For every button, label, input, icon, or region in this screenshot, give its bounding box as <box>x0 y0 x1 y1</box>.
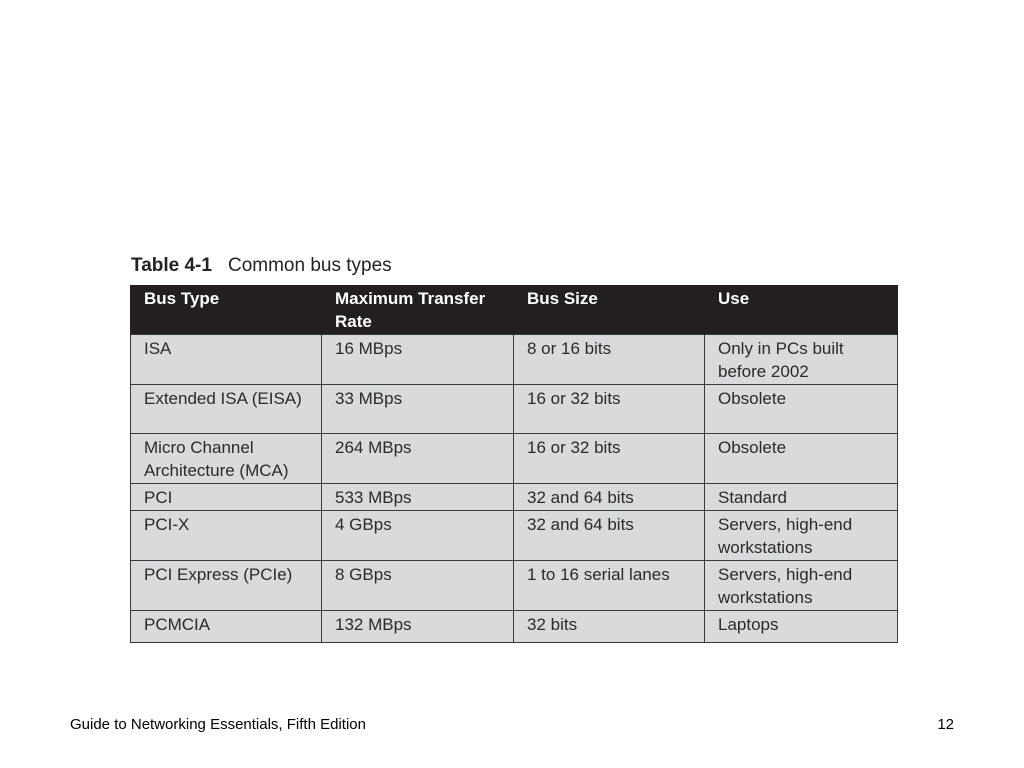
cell-bus-size: 1 to 16 serial lanes <box>514 561 705 611</box>
cell-bus-type: Extended ISA (EISA) <box>131 385 322 434</box>
cell-bus-type: ISA <box>131 335 322 385</box>
cell-use: Only in PCs built before 2002 <box>705 335 898 385</box>
footer-page-number: 12 <box>937 716 954 733</box>
cell-bus-type: Micro Channel Architecture (MCA) <box>131 434 322 484</box>
cell-bus-size: 16 or 32 bits <box>514 434 705 484</box>
table-row <box>131 335 898 385</box>
column-header-use: Use <box>705 285 898 335</box>
cell-transfer-rate: 4 GBps <box>322 511 514 561</box>
cell-bus-type: PCI <box>131 484 322 511</box>
cell-transfer-rate: 132 MBps <box>322 611 514 643</box>
cell-use: Obsolete <box>705 434 898 484</box>
table-header-row <box>131 285 898 335</box>
table-row <box>131 434 898 484</box>
table-caption-label: Table 4-1 <box>131 255 212 276</box>
cell-bus-type: PCI-X <box>131 511 322 561</box>
table-caption-title: Common bus types <box>227 255 392 276</box>
cell-bus-size: 32 and 64 bits <box>514 511 705 561</box>
cell-bus-type: PCMCIA <box>131 611 322 643</box>
cell-bus-size: 8 or 16 bits <box>514 335 705 385</box>
column-header-max-transfer-rate: Maximum Transfer Rate <box>322 285 514 335</box>
table-row <box>131 561 898 611</box>
cell-use: Standard <box>705 484 898 511</box>
column-header-bus-size: Bus Size <box>514 285 705 335</box>
cell-use: Servers, high-end workstations <box>705 511 898 561</box>
column-header-bus-type: Bus Type <box>131 285 322 335</box>
table-row <box>131 511 898 561</box>
table-row <box>131 484 898 511</box>
cell-use: Obsolete <box>705 385 898 434</box>
cell-bus-type: PCI Express (PCIe) <box>131 561 322 611</box>
cell-transfer-rate: 8 GBps <box>322 561 514 611</box>
cell-transfer-rate: 264 MBps <box>322 434 514 484</box>
table-row <box>131 385 898 434</box>
cell-transfer-rate: 533 MBps <box>322 484 514 511</box>
cell-bus-size: 16 or 32 bits <box>514 385 705 434</box>
cell-transfer-rate: 33 MBps <box>322 385 514 434</box>
table-row <box>131 611 898 643</box>
cell-bus-size: 32 and 64 bits <box>514 484 705 511</box>
bus-types-table <box>130 285 898 643</box>
cell-use: Laptops <box>705 611 898 643</box>
table-caption <box>131 255 392 277</box>
footer-book-title: Guide to Networking Essentials, Fifth Edition <box>70 716 366 733</box>
cell-use: Servers, high-end workstations <box>705 561 898 611</box>
cell-bus-size: 32 bits <box>514 611 705 643</box>
cell-transfer-rate: 16 MBps <box>322 335 514 385</box>
